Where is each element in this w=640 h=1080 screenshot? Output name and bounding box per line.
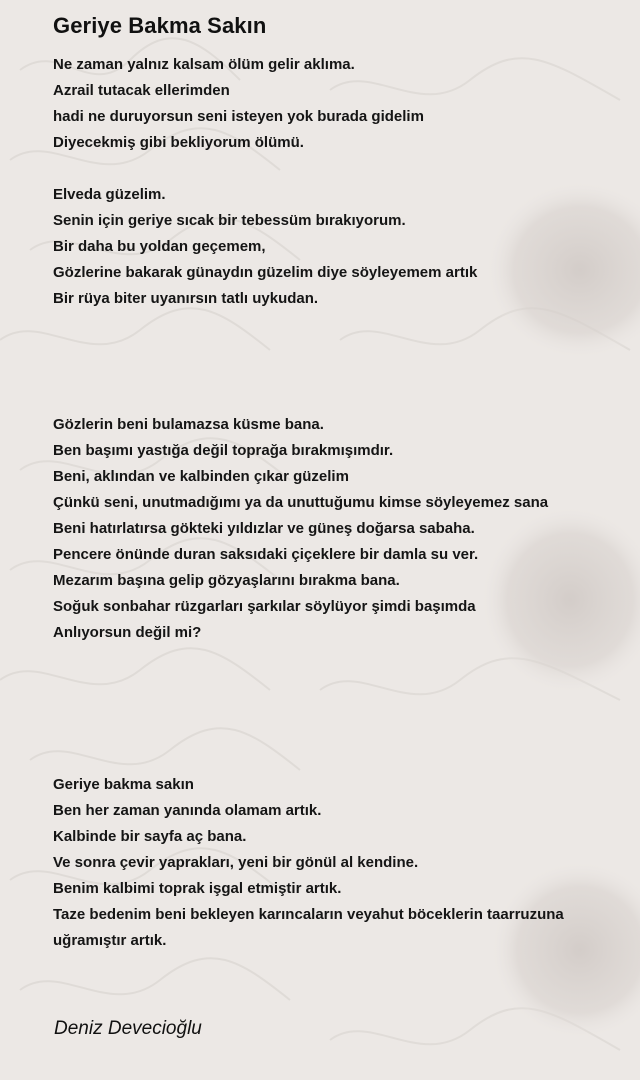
poem-line: Taze bedenim beni bekleyen karıncaların veyahut böceklerin taarruzuna (53, 906, 564, 923)
poem-line: Beni hatırlatırsa gökteki yıldızlar ve güneş doğarsa sabaha. (53, 520, 475, 537)
poem-line: Gözlerine bakarak günaydın güzelim diye söyleyemem artık (53, 264, 478, 281)
poem-line: Ne zaman yalnız kalsam ölüm gelir aklıma. (53, 56, 355, 73)
stanza-3 (53, 412, 548, 646)
poem-line: Benim kalbimi toprak işgal etmiştir artık. (53, 880, 342, 897)
poem-line: hadi ne duruyorsun seni isteyen yok burada gidelim (53, 108, 424, 125)
poem-line: Ben her zaman yanında olamam artık. (53, 802, 322, 819)
poem-line: Senin için geriye sıcak bir tebessüm bırakıyorum. (53, 212, 406, 229)
poem-line: Gözlerin beni bulamazsa küsme bana. (53, 416, 324, 433)
poem-line: Mezarım başına gelip gözyaşlarını bırakma bana. (53, 572, 400, 589)
stanza-4 (53, 772, 564, 954)
poem-line: Elveda güzelim. (53, 186, 166, 203)
poem-title: Geriye Bakma Sakın (53, 13, 267, 38)
poem-line: uğramıştır artık. (53, 932, 167, 949)
poem-line: Beni, aklından ve kalbinden çıkar güzelim (53, 468, 349, 485)
stanza-1 (53, 52, 424, 156)
poem-line: Diyecekmiş gibi bekliyorum ölümü. (53, 134, 304, 151)
poem-author: Deniz Devecioğlu (54, 1018, 202, 1039)
poem-line: Bir rüya biter uyanırsın tatlı uykudan. (53, 290, 319, 307)
poem-line: Çünkü seni, unutmadığımı ya da unuttuğumu kimse söyleyemez sana (53, 494, 549, 511)
poem-line: Bir daha bu yoldan geçemem, (53, 238, 266, 255)
poem-line: Ve sonra çevir yaprakları, yeni bir gönül al kendine. (53, 854, 419, 871)
stanza-2 (53, 182, 477, 312)
poem-line: Geriye bakma sakın (53, 776, 194, 793)
poem-line: Ben başımı yastığa değil toprağa bırakmışımdır. (53, 442, 394, 459)
poem-line: Anlıyorsun değil mi? (53, 624, 202, 641)
poem-line: Kalbinde bir sayfa aç bana. (53, 828, 247, 845)
poem-line: Pencere önünde duran saksıdaki çiçeklere bir damla su ver. (53, 546, 479, 563)
poem-line: Azrail tutacak ellerimden (53, 82, 230, 99)
poem-line: Soğuk sonbahar rüzgarları şarkılar söylüyor şimdi başımda (53, 598, 476, 615)
